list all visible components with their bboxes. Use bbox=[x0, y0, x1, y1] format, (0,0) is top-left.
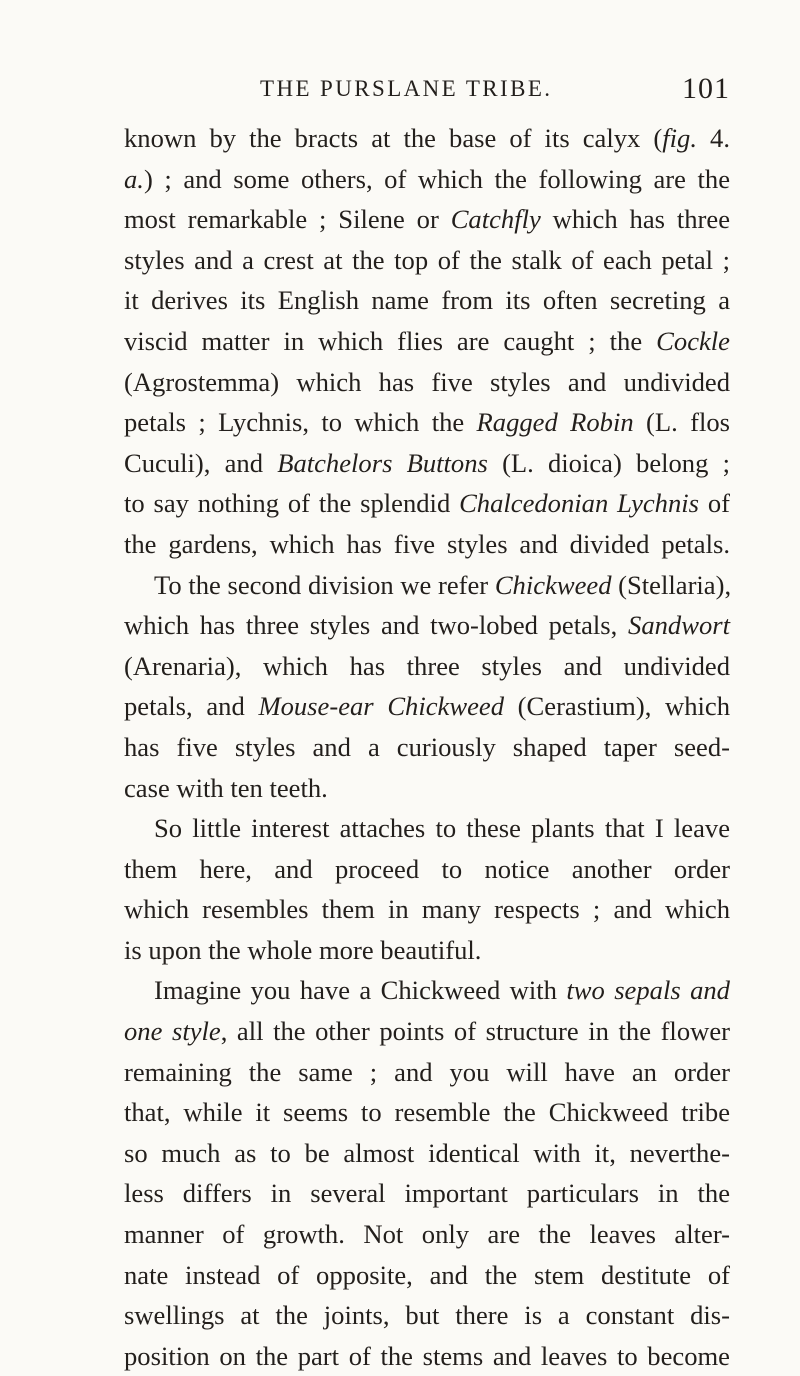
text-segment: which has three bbox=[540, 204, 730, 235]
text-segment: has five styles and a curiously shaped taper seed- bbox=[124, 731, 730, 762]
text-segment: which resembles them in many respects ; and which bbox=[124, 894, 730, 925]
text-segment: petals, and bbox=[124, 691, 259, 722]
text-segment: nate instead of opposite, and the stem destitute of bbox=[124, 1259, 730, 1290]
text-segment: viscid matter in which flies are caught ; the bbox=[124, 325, 657, 356]
italic-term: a. bbox=[124, 163, 144, 194]
text-segment: the gardens, which has five styles and divided petals. bbox=[124, 528, 730, 559]
text-line bbox=[124, 118, 730, 159]
italic-term: Sandwort bbox=[628, 610, 730, 641]
italic-term: Chalcedonian Lychnis bbox=[459, 488, 700, 519]
text-segment: Imagine you have a Chickweed with bbox=[154, 975, 567, 1006]
body-text bbox=[124, 118, 730, 1376]
page-number: 101 bbox=[682, 72, 730, 105]
text-line bbox=[124, 321, 730, 362]
text-segment: To the second division we refer bbox=[154, 569, 495, 600]
text-segment: is upon the whole more beautiful. bbox=[124, 934, 482, 965]
text-line bbox=[124, 280, 730, 321]
italic-term: one style bbox=[124, 1016, 221, 1047]
text-line bbox=[124, 1214, 730, 1255]
italic-term: Cockle bbox=[656, 325, 730, 356]
text-segment: most remarkable ; Silene or bbox=[124, 204, 451, 235]
italic-term: fig. bbox=[662, 123, 697, 153]
text-segment: petals ; Lychnis, to which the bbox=[124, 407, 477, 438]
text-segment: (L. flos bbox=[633, 407, 730, 438]
text-line bbox=[124, 159, 730, 200]
text-line bbox=[124, 1295, 730, 1336]
text-segment: styles and a crest at the top of the stalk of each petal ; bbox=[124, 244, 730, 275]
text-line bbox=[124, 1173, 730, 1214]
italic-term: Batchelors Buttons bbox=[277, 447, 488, 478]
text-line bbox=[124, 970, 730, 1011]
text-line bbox=[124, 646, 730, 687]
text-line bbox=[124, 1255, 730, 1296]
text-segment: (Arenaria), which has three styles and undivided bbox=[124, 650, 730, 681]
text-segment: So little interest attaches to these plants that I leave bbox=[154, 813, 730, 844]
text-segment: (Stellaria), bbox=[611, 569, 732, 600]
text-segment: ) ; and some others, of which the following are the bbox=[143, 163, 730, 194]
text-segment: so much as to be almost identical with it, neverthe- bbox=[124, 1137, 730, 1168]
text-line bbox=[124, 930, 730, 971]
text-line bbox=[124, 199, 730, 240]
text-line bbox=[124, 362, 730, 403]
text-line bbox=[124, 849, 730, 890]
text-line bbox=[124, 1092, 730, 1133]
text-line bbox=[124, 524, 730, 565]
italic-term: two sepals and bbox=[566, 975, 730, 1006]
text-segment: (L. dioica) belong ; bbox=[487, 447, 730, 478]
text-line bbox=[124, 565, 730, 606]
text-line bbox=[124, 686, 730, 727]
text-segment: (Agrostemma) which has five styles and undivided bbox=[124, 366, 730, 397]
text-segment: case with ten teeth. bbox=[124, 772, 328, 803]
text-line bbox=[124, 727, 730, 768]
text-segment: to say nothing of the splendid bbox=[124, 488, 460, 519]
text-line bbox=[124, 1133, 730, 1174]
text-segment: manner of growth. Not only are the leaves alter- bbox=[124, 1219, 730, 1250]
text-line bbox=[124, 605, 730, 646]
text-line bbox=[124, 402, 730, 443]
running-head bbox=[122, 72, 730, 112]
text-segment: less differs in several important particulars in the bbox=[124, 1178, 730, 1209]
text-line bbox=[124, 1011, 730, 1052]
text-line bbox=[124, 1052, 730, 1093]
italic-term: Catchfly bbox=[450, 204, 541, 235]
text-segment: that, while it seems to resemble the Chickweed tribe bbox=[124, 1097, 730, 1128]
text-segment: swellings at the joints, but there is a constant dis- bbox=[124, 1300, 730, 1331]
text-segment: it derives its English name from its often secreting a bbox=[124, 285, 730, 316]
italic-term: Ragged Robin bbox=[476, 407, 634, 438]
text-segment: known by the bracts at the base of its calyx ( bbox=[124, 123, 663, 153]
italic-term: Chickweed bbox=[494, 569, 612, 600]
text-segment: which has three styles and two-lobed petals, bbox=[124, 610, 629, 641]
text-segment: position on the part of the stems and leaves to become bbox=[124, 1340, 730, 1371]
text-segment: remaining the same ; and you will have an order bbox=[124, 1056, 730, 1087]
text-segment: Cuculi), and bbox=[124, 447, 278, 478]
text-segment: , all the other points of structure in the flower bbox=[220, 1016, 730, 1047]
text-segment: of bbox=[699, 488, 731, 519]
text-line bbox=[124, 808, 730, 849]
text-line bbox=[124, 240, 730, 281]
text-line bbox=[124, 889, 730, 930]
text-segment: them here, and proceed to notice another order bbox=[124, 853, 730, 884]
running-head-title: THE PURSLANE TRIBE. bbox=[260, 76, 553, 101]
text-line bbox=[124, 483, 730, 524]
text-segment: 4. bbox=[697, 123, 731, 153]
italic-term: Mouse-ear Chickweed bbox=[258, 691, 504, 722]
text-segment: (Cerastium), which bbox=[504, 691, 731, 722]
text-line bbox=[124, 768, 730, 809]
text-line bbox=[124, 443, 730, 484]
text-line bbox=[124, 1336, 730, 1376]
